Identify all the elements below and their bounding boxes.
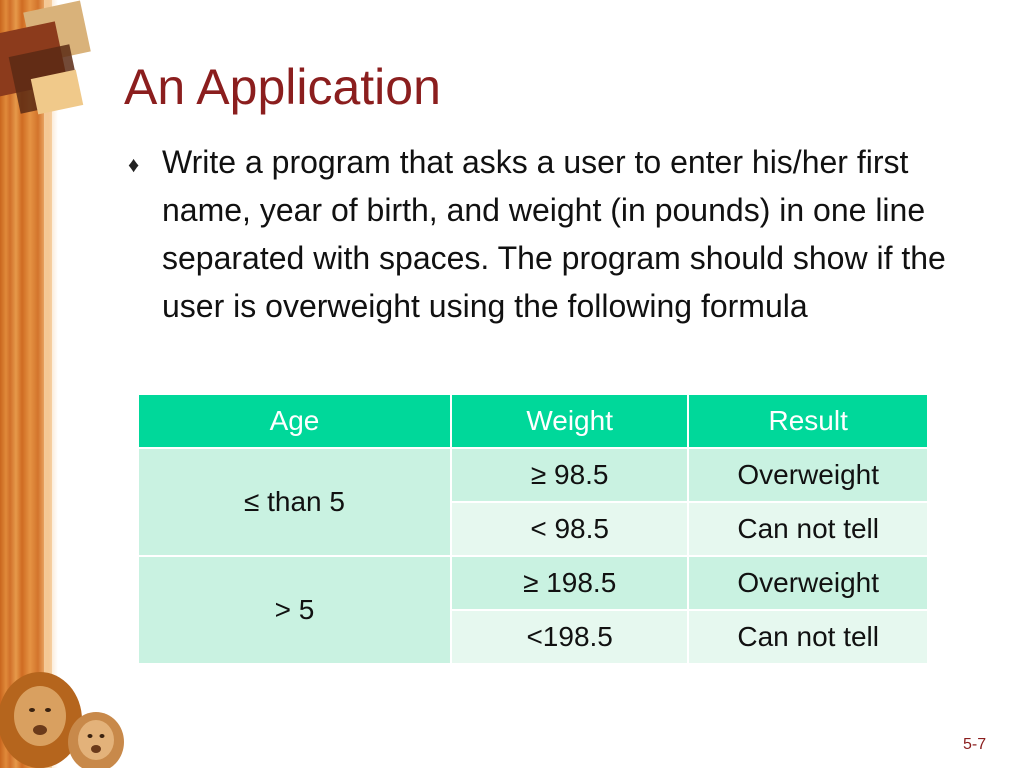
age-cell: ≤ than 5 xyxy=(138,448,451,556)
corner-square xyxy=(31,70,83,115)
weight-cell: < 98.5 xyxy=(451,502,688,556)
header-age: Age xyxy=(138,394,451,448)
table-row xyxy=(138,448,928,502)
age-cell: > 5 xyxy=(138,556,451,664)
header-result: Result xyxy=(688,394,928,448)
result-cell: Overweight xyxy=(688,556,928,610)
lions-image xyxy=(0,650,140,768)
diamond-bullet-icon: ♦ xyxy=(128,152,140,177)
weight-cell: <198.5 xyxy=(451,610,688,664)
weight-cell: ≥ 198.5 xyxy=(451,556,688,610)
table-header-row xyxy=(138,394,928,448)
result-cell: Can not tell xyxy=(688,502,928,556)
slide-title: An Application xyxy=(124,59,441,115)
weight-cell: ≥ 98.5 xyxy=(451,448,688,502)
page-number: 5-7 xyxy=(963,736,987,753)
result-cell: Can not tell xyxy=(688,610,928,664)
bullet-text: Write a program that asks a user to enter his/her first name, year of birth, and weight (in pounds) in one line separated with spaces. The program should show if the user is overweight using the following formula xyxy=(162,144,946,324)
result-cell: Overweight xyxy=(688,448,928,502)
overweight-formula-table xyxy=(137,393,929,665)
header-weight: Weight xyxy=(451,394,688,448)
table-row xyxy=(138,556,928,610)
